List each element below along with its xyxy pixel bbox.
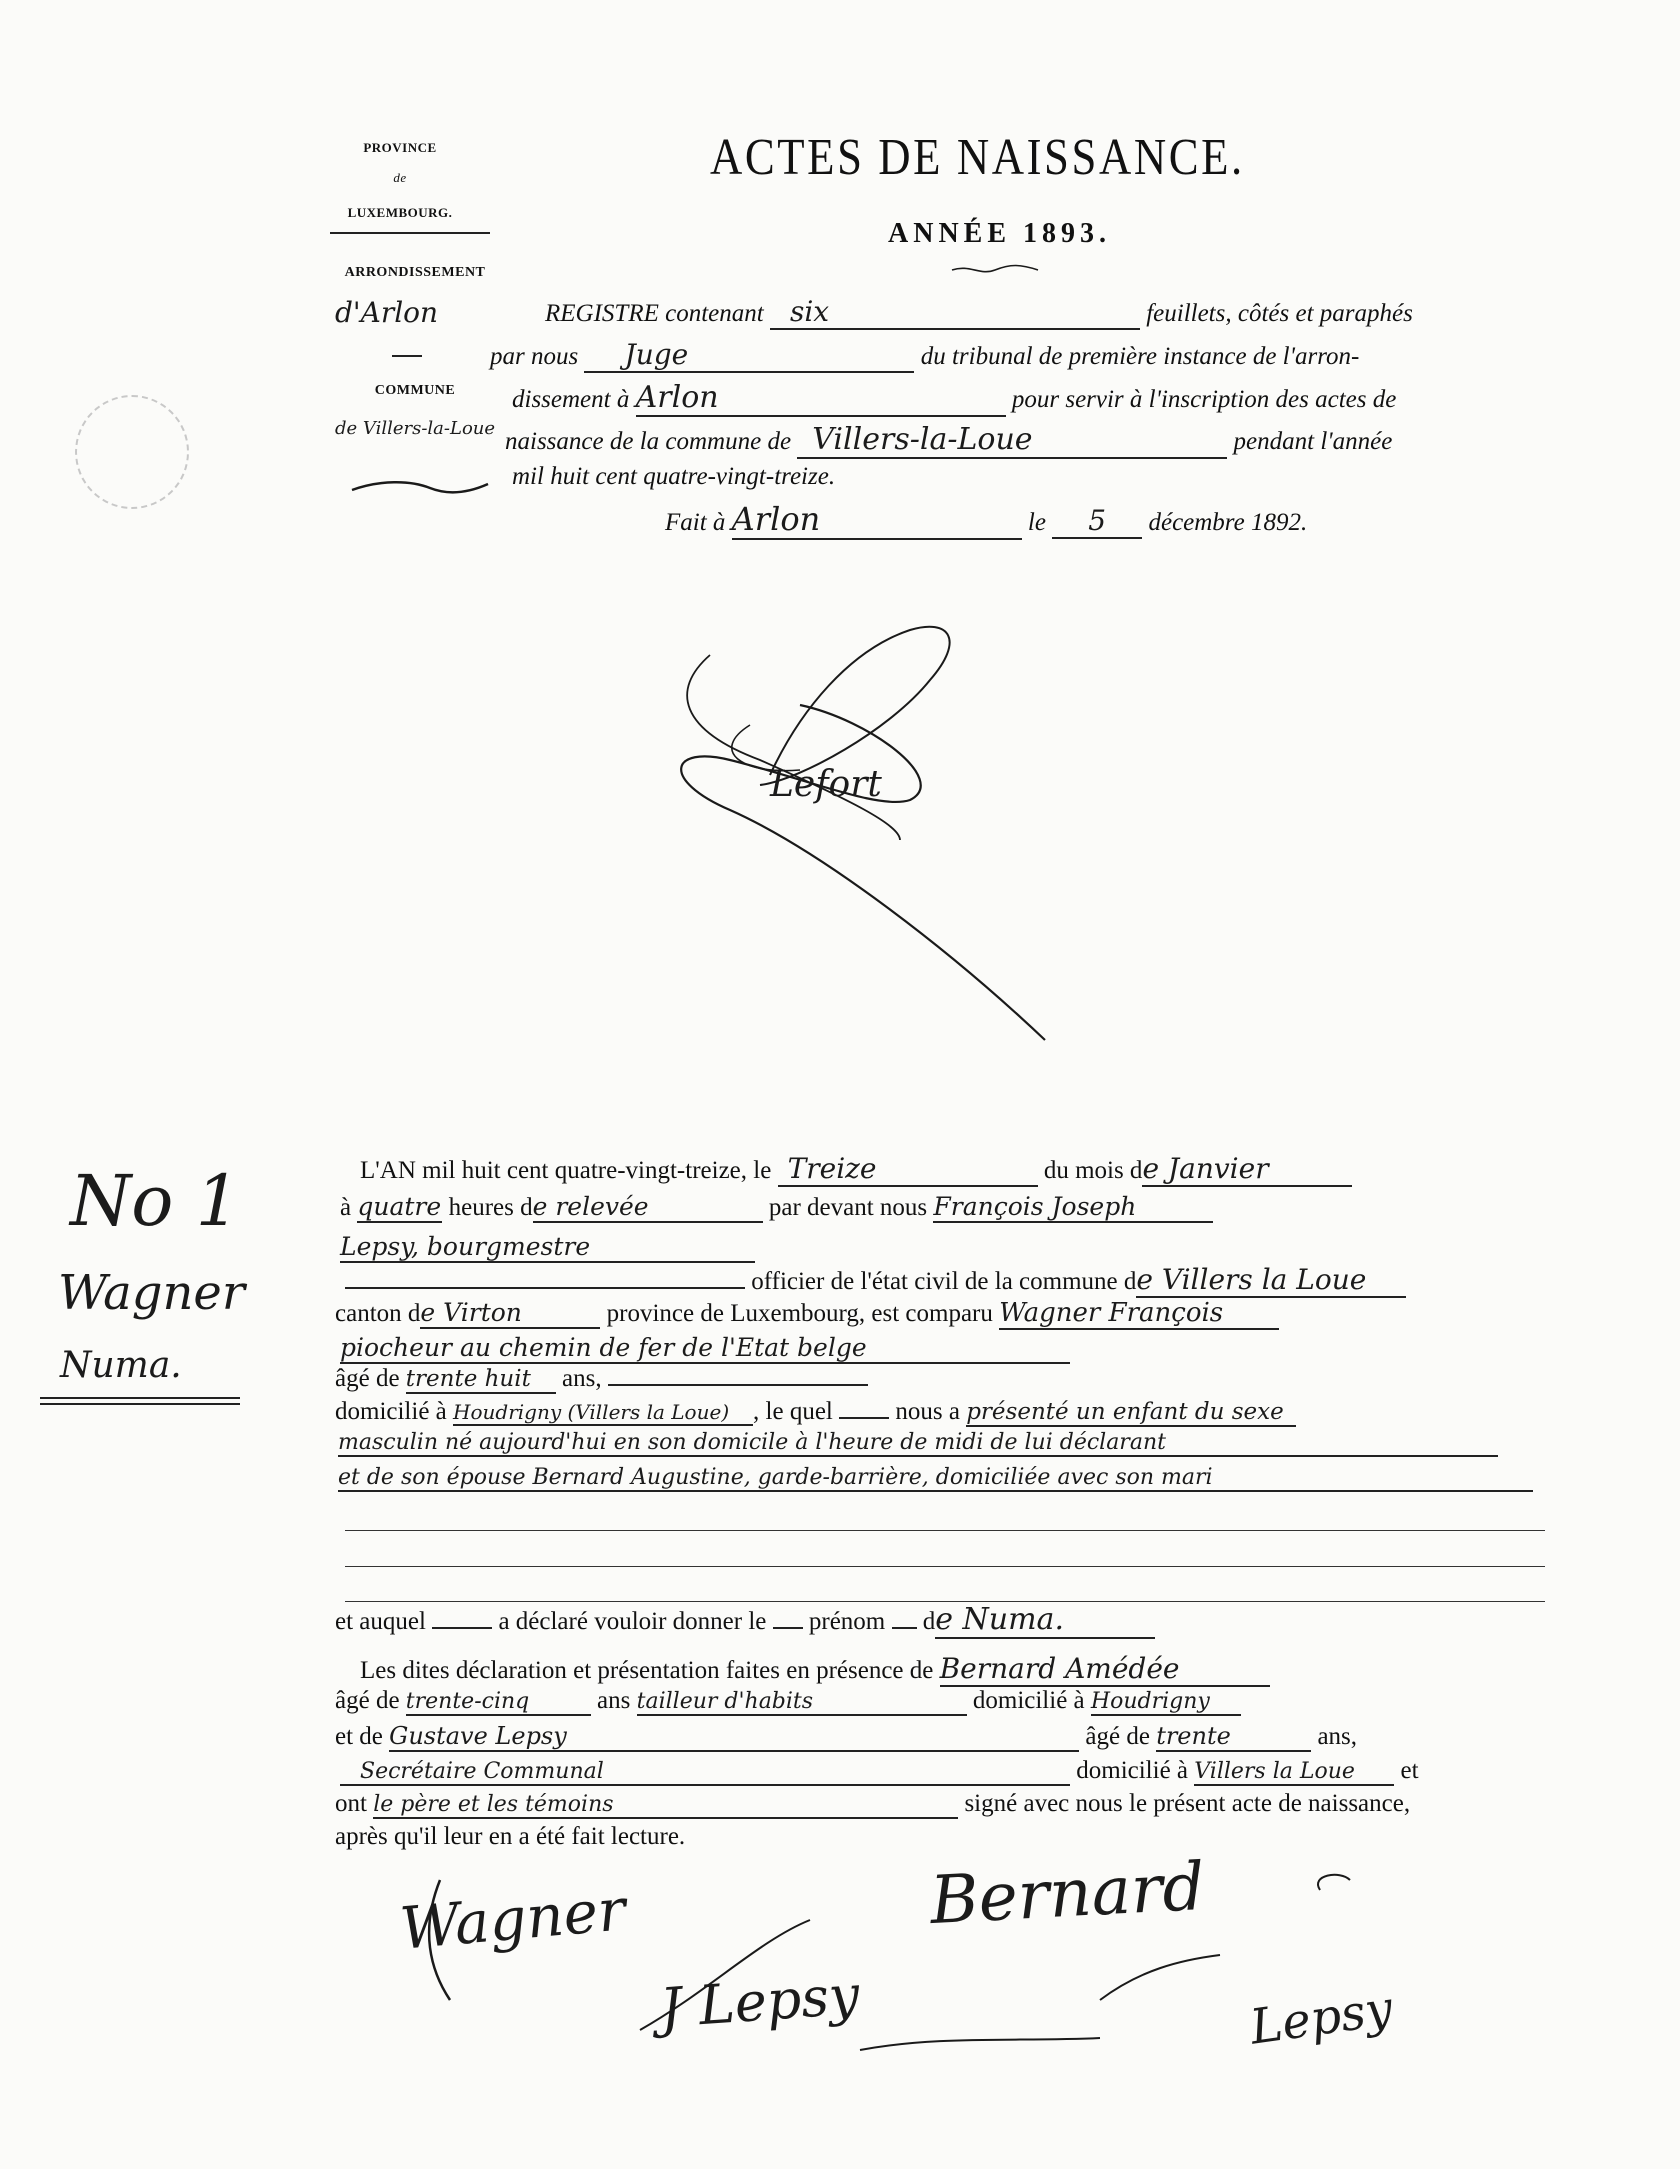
blank-line — [608, 1384, 868, 1386]
act-time: e relevée — [533, 1192, 763, 1223]
act-age2-suffix: ans, — [1317, 1723, 1358, 1750]
entry-number: No 1 — [70, 1160, 241, 1242]
act-hour: quatre — [357, 1192, 442, 1221]
register-l1-prefix: REGISTRE contenant — [545, 300, 764, 327]
province-de: de — [393, 170, 407, 185]
act-dom2-prefix: domicilié à — [1076, 1757, 1189, 1784]
judge-signature-flourish — [650, 610, 1090, 1050]
year-line: ANNÉE 1893. — [888, 218, 1112, 249]
act-age1-prefix: âgé de — [335, 1687, 400, 1714]
act-province-text: province de Luxembourg, est comparu — [606, 1300, 993, 1327]
act-officer-firstnames: François Joseph — [933, 1192, 1213, 1223]
title-ornament — [950, 262, 1040, 278]
act-domicile-prefix: domicilié à — [335, 1398, 447, 1425]
act-witness1: Bernard Amédée — [940, 1652, 1270, 1687]
arrondissement-value: d'Arlon — [335, 296, 439, 329]
act-lequel: , le quel — [753, 1398, 833, 1425]
act-witness1-domicile: Houdrigny — [1091, 1689, 1241, 1716]
act-ont: ont — [335, 1790, 367, 1817]
register-l4-suffix: pendant l'année — [1233, 428, 1393, 455]
act-read-text: après qu'il leur en a été fait lecture. — [335, 1823, 686, 1850]
act-commune: e Villers la Loue — [1136, 1263, 1406, 1298]
blank-line — [839, 1417, 889, 1419]
commune-label: COMMUNE — [374, 383, 456, 398]
act-witness1-age: trente-cinq — [406, 1689, 591, 1716]
act-witness2-age: trente — [1156, 1722, 1311, 1752]
act-declarant: Wagner François — [999, 1298, 1279, 1330]
signature-witness2: Lepsy — [1246, 1980, 1396, 2056]
dash-divider — [392, 355, 422, 357]
act-domicile: Houdrigny (Villers la Loue) — [453, 1400, 753, 1426]
fait-prefix: Fait à — [665, 509, 726, 536]
header-divider — [330, 232, 490, 234]
act-age-prefix: âgé de — [335, 1365, 400, 1392]
signature-father: Wagner — [397, 1875, 629, 1963]
signature-officer: J Lepsy — [658, 1963, 862, 2040]
faint-stamp — [75, 395, 189, 509]
province-label: PROVINCE — [363, 140, 437, 155]
register-l3-suffix: pour servir à l'inscription des actes de — [1011, 386, 1397, 413]
act-declared-text: a déclaré vouloir donner le — [498, 1608, 767, 1635]
blank-line — [432, 1627, 492, 1629]
act-presented: présenté un enfant du sexe — [966, 1399, 1296, 1427]
register-l4-prefix: naissance de la commune de — [505, 428, 792, 455]
act-year-text: L'AN mil huit cent quatre-vingt-treize, le — [360, 1157, 772, 1184]
act-age2-prefix: âgé de — [1085, 1723, 1150, 1750]
act-declarant-age: trente huit — [406, 1366, 556, 1394]
act-canton: e Virton — [420, 1298, 600, 1329]
province-name: LUXEMBOURG. — [347, 205, 453, 220]
act-auquel: et auquel — [335, 1608, 426, 1635]
blank-line — [773, 1627, 803, 1629]
act-before-us: par devant nous — [768, 1194, 928, 1221]
page-title: ACTES DE NAISSANCE. — [710, 129, 1245, 186]
act-witness2-occupation: Secrétaire Communal — [340, 1759, 1070, 1786]
act-witness2: Gustave Lepsy — [389, 1722, 1079, 1752]
register-l3-prefix: dissement à — [512, 386, 630, 413]
register-l1-suffix: feuillets, côtés et paraphés — [1146, 300, 1413, 327]
act-hour-prefix: à — [340, 1194, 352, 1221]
fait-le: le — [1027, 509, 1046, 536]
margin-underline — [40, 1397, 240, 1399]
register-place: Arlon — [636, 380, 1006, 417]
register-year-words: mil huit cent quatre-vingt-treize. — [512, 463, 836, 490]
act-canton-prefix: canton d — [335, 1300, 421, 1327]
act-day: Treize — [778, 1152, 1038, 1187]
margin-underline-2 — [40, 1403, 240, 1405]
act-officer-text: officier de l'état civil de la commune d — [751, 1268, 1137, 1295]
blank-line — [345, 1287, 745, 1289]
act-age-suffix: ans, — [562, 1365, 602, 1392]
signature-witness1: Bernard — [928, 1847, 1207, 1940]
act-witness-text: Les dites déclaration et présentation faites en présence de — [360, 1657, 934, 1684]
fait-day: 5 — [1052, 504, 1142, 539]
act-age1-suffix: ans — [597, 1687, 631, 1714]
act-witness2-prefix: et de — [335, 1723, 383, 1750]
blank-line — [892, 1627, 917, 1629]
act-signed-text: signé avec nous le présent acte de naissance, — [964, 1790, 1411, 1817]
commune-value: de Villers-la-Loue — [335, 418, 496, 439]
ruled-line — [345, 1566, 1545, 1567]
ruled-line — [345, 1530, 1545, 1531]
act-child-name: e Numa. — [935, 1602, 1155, 1639]
act-month: e Janvier — [1142, 1152, 1352, 1187]
fait-suffix: décembre 1892. — [1148, 509, 1308, 536]
act-witness2-domicile: Villers la Loue — [1194, 1759, 1394, 1786]
act-name-prefix: d — [922, 1608, 936, 1635]
register-by: Juge — [584, 338, 914, 373]
act-birth-details: masculin né aujourd'hui en son domicile à l'heure de midi de lui déclarant — [338, 1430, 1498, 1457]
register-commune: Villers-la-Loue — [797, 422, 1227, 459]
act-witness1-occupation: tailleur d'habits — [637, 1689, 967, 1716]
act-presented-prefix: nous a — [895, 1398, 960, 1425]
register-l2-prefix: par nous — [490, 343, 579, 370]
entry-firstname: Numa. — [60, 1345, 182, 1386]
act-dom1-prefix: domicilié à — [972, 1687, 1085, 1714]
fait-place: Arlon — [732, 500, 1022, 540]
act-time-prefix: d — [520, 1194, 533, 1221]
entry-surname: Wagner — [58, 1265, 245, 1321]
signature-strokes — [380, 1860, 1400, 2070]
arrondissement-label: ARRONDISSEMENT — [344, 265, 486, 280]
act-hours-label: heures — [448, 1194, 514, 1221]
register-sheets: six — [770, 295, 1140, 330]
act-occupation: piocheur au chemin de fer de l'Etat belge — [340, 1333, 1070, 1364]
act-signatories: le père et les témoins — [373, 1792, 958, 1819]
act-prenom-label: prénom — [808, 1608, 886, 1635]
act-month-prefix: du mois d — [1043, 1157, 1143, 1184]
judge-signature: Lefort — [770, 764, 882, 805]
act-mother-details: et de son épouse Bernard Augustine, garde-barrière, domiciliée avec son mari — [338, 1465, 1533, 1492]
act-officer-name: Lepsy, bourgmestre — [340, 1232, 755, 1263]
register-l2-suffix: du tribunal de première instance de l'arron- — [920, 343, 1360, 370]
flourish-divider — [350, 478, 490, 498]
act-et: et — [1400, 1757, 1419, 1784]
